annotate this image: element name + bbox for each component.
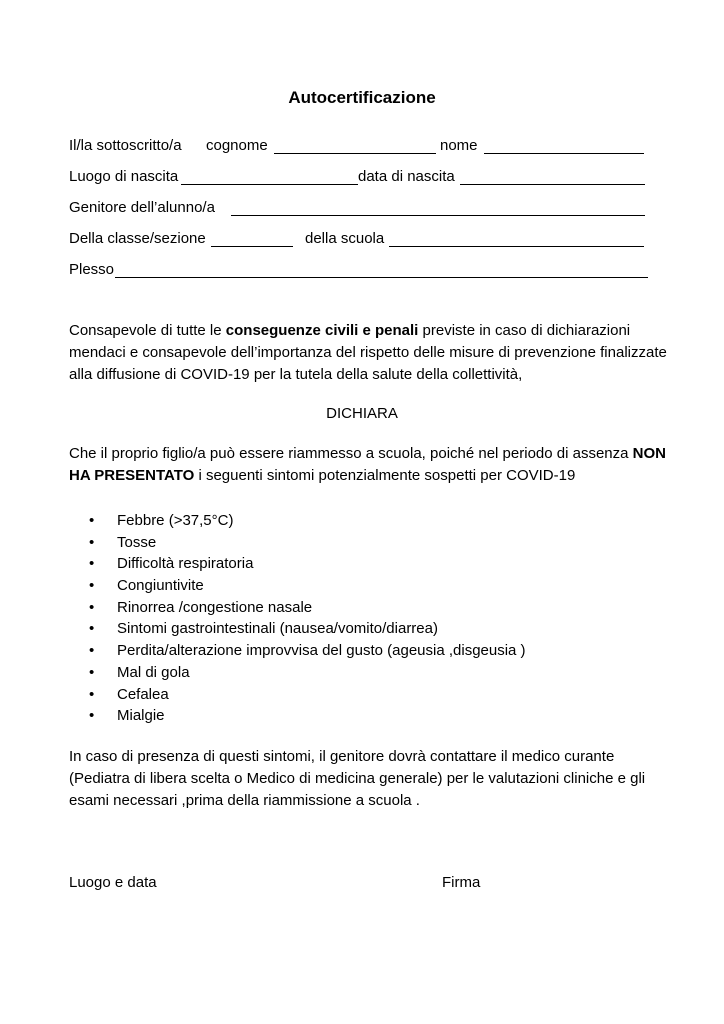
row-class [69,230,659,250]
birthplace-field[interactable] [181,184,358,185]
declaration-heading: DICHIARA [326,405,398,422]
statement-text-start: Che il proprio figlio/a può essere riammesso a scuola, poiché nel periodo di assenza [69,445,633,462]
birthdate-field[interactable] [460,184,645,185]
intro-text-start: Consapevole di tutte le [69,322,226,339]
symptom-item: • Tosse [69,532,526,554]
birthplace-label: Luogo di nascita [69,168,179,185]
signature-label: Firma [442,874,481,891]
subscriber-label: Il/la sottoscritto/a [69,137,182,154]
row-birth [69,168,659,188]
statement-text-end: i seguenti sintomi potenzialmente sospetti per COVID-19 [194,467,576,484]
symptom-item: • Sintomi gastrointestinali (nausea/vomito/diarrea) [69,618,526,640]
symptom-item: • Difficoltà respiratoria [69,553,526,575]
row-subscriber [69,137,659,157]
symptom-item: • Mialgie [69,705,526,727]
symptom-item: • Cefalea [69,684,526,706]
intro-paragraph [69,320,669,386]
school-field[interactable] [389,246,644,247]
symptom-item: • Febbre (>37,5°C) [69,510,526,532]
symptom-item: • Perdita/alterazione improvvisa del gusto (ageusia ,disgeusia ) [69,640,526,662]
class-label: Della classe/sezione [69,230,206,247]
row-plesso [69,261,659,281]
plesso-field[interactable] [115,277,648,278]
parent-label: Genitore dell’alunno/a [69,199,215,216]
surname-label: cognome [206,137,268,154]
statement-paragraph [69,443,669,487]
plesso-label: Plesso [69,261,115,278]
statement-text-bold: NON HA PRESENTATO [69,445,666,484]
place-date-label: Luogo e data [69,874,157,891]
symptom-item: • Rinorrea /congestione nasale [69,597,526,619]
parent-field[interactable] [231,215,645,216]
name-field[interactable] [484,153,644,154]
row-parent [69,199,659,219]
note-paragraph: In caso di presenza di questi sintomi, il genitore dovrà contattare il medico curante (Pediatra di libera scelta o Medico di medicina generale) per le valutazioni cliniche e gli esami necessari ,prima della riammissione a scuola . [69,748,646,809]
surname-field[interactable] [274,153,436,154]
symptoms-list [69,510,526,727]
intro-text-bold: conseguenze civili e penali [225,322,419,339]
page-title: Autocertificazione [288,88,436,107]
class-field[interactable] [211,246,293,247]
symptom-item: • Mal di gola [69,662,526,684]
intro-text-end: previste in caso di dichiarazioni mendaci e consapevole dell’importanza del rispetto delle misure di prevenzione finalizzate alla diffusione di COVID-19 per la tutela della salute della collettività, [69,322,667,383]
name-label: nome [440,137,478,154]
symptom-item: • Congiuntivite [69,575,526,597]
birthdate-label: data di nascita [358,168,455,185]
school-label: della scuola [305,230,385,247]
